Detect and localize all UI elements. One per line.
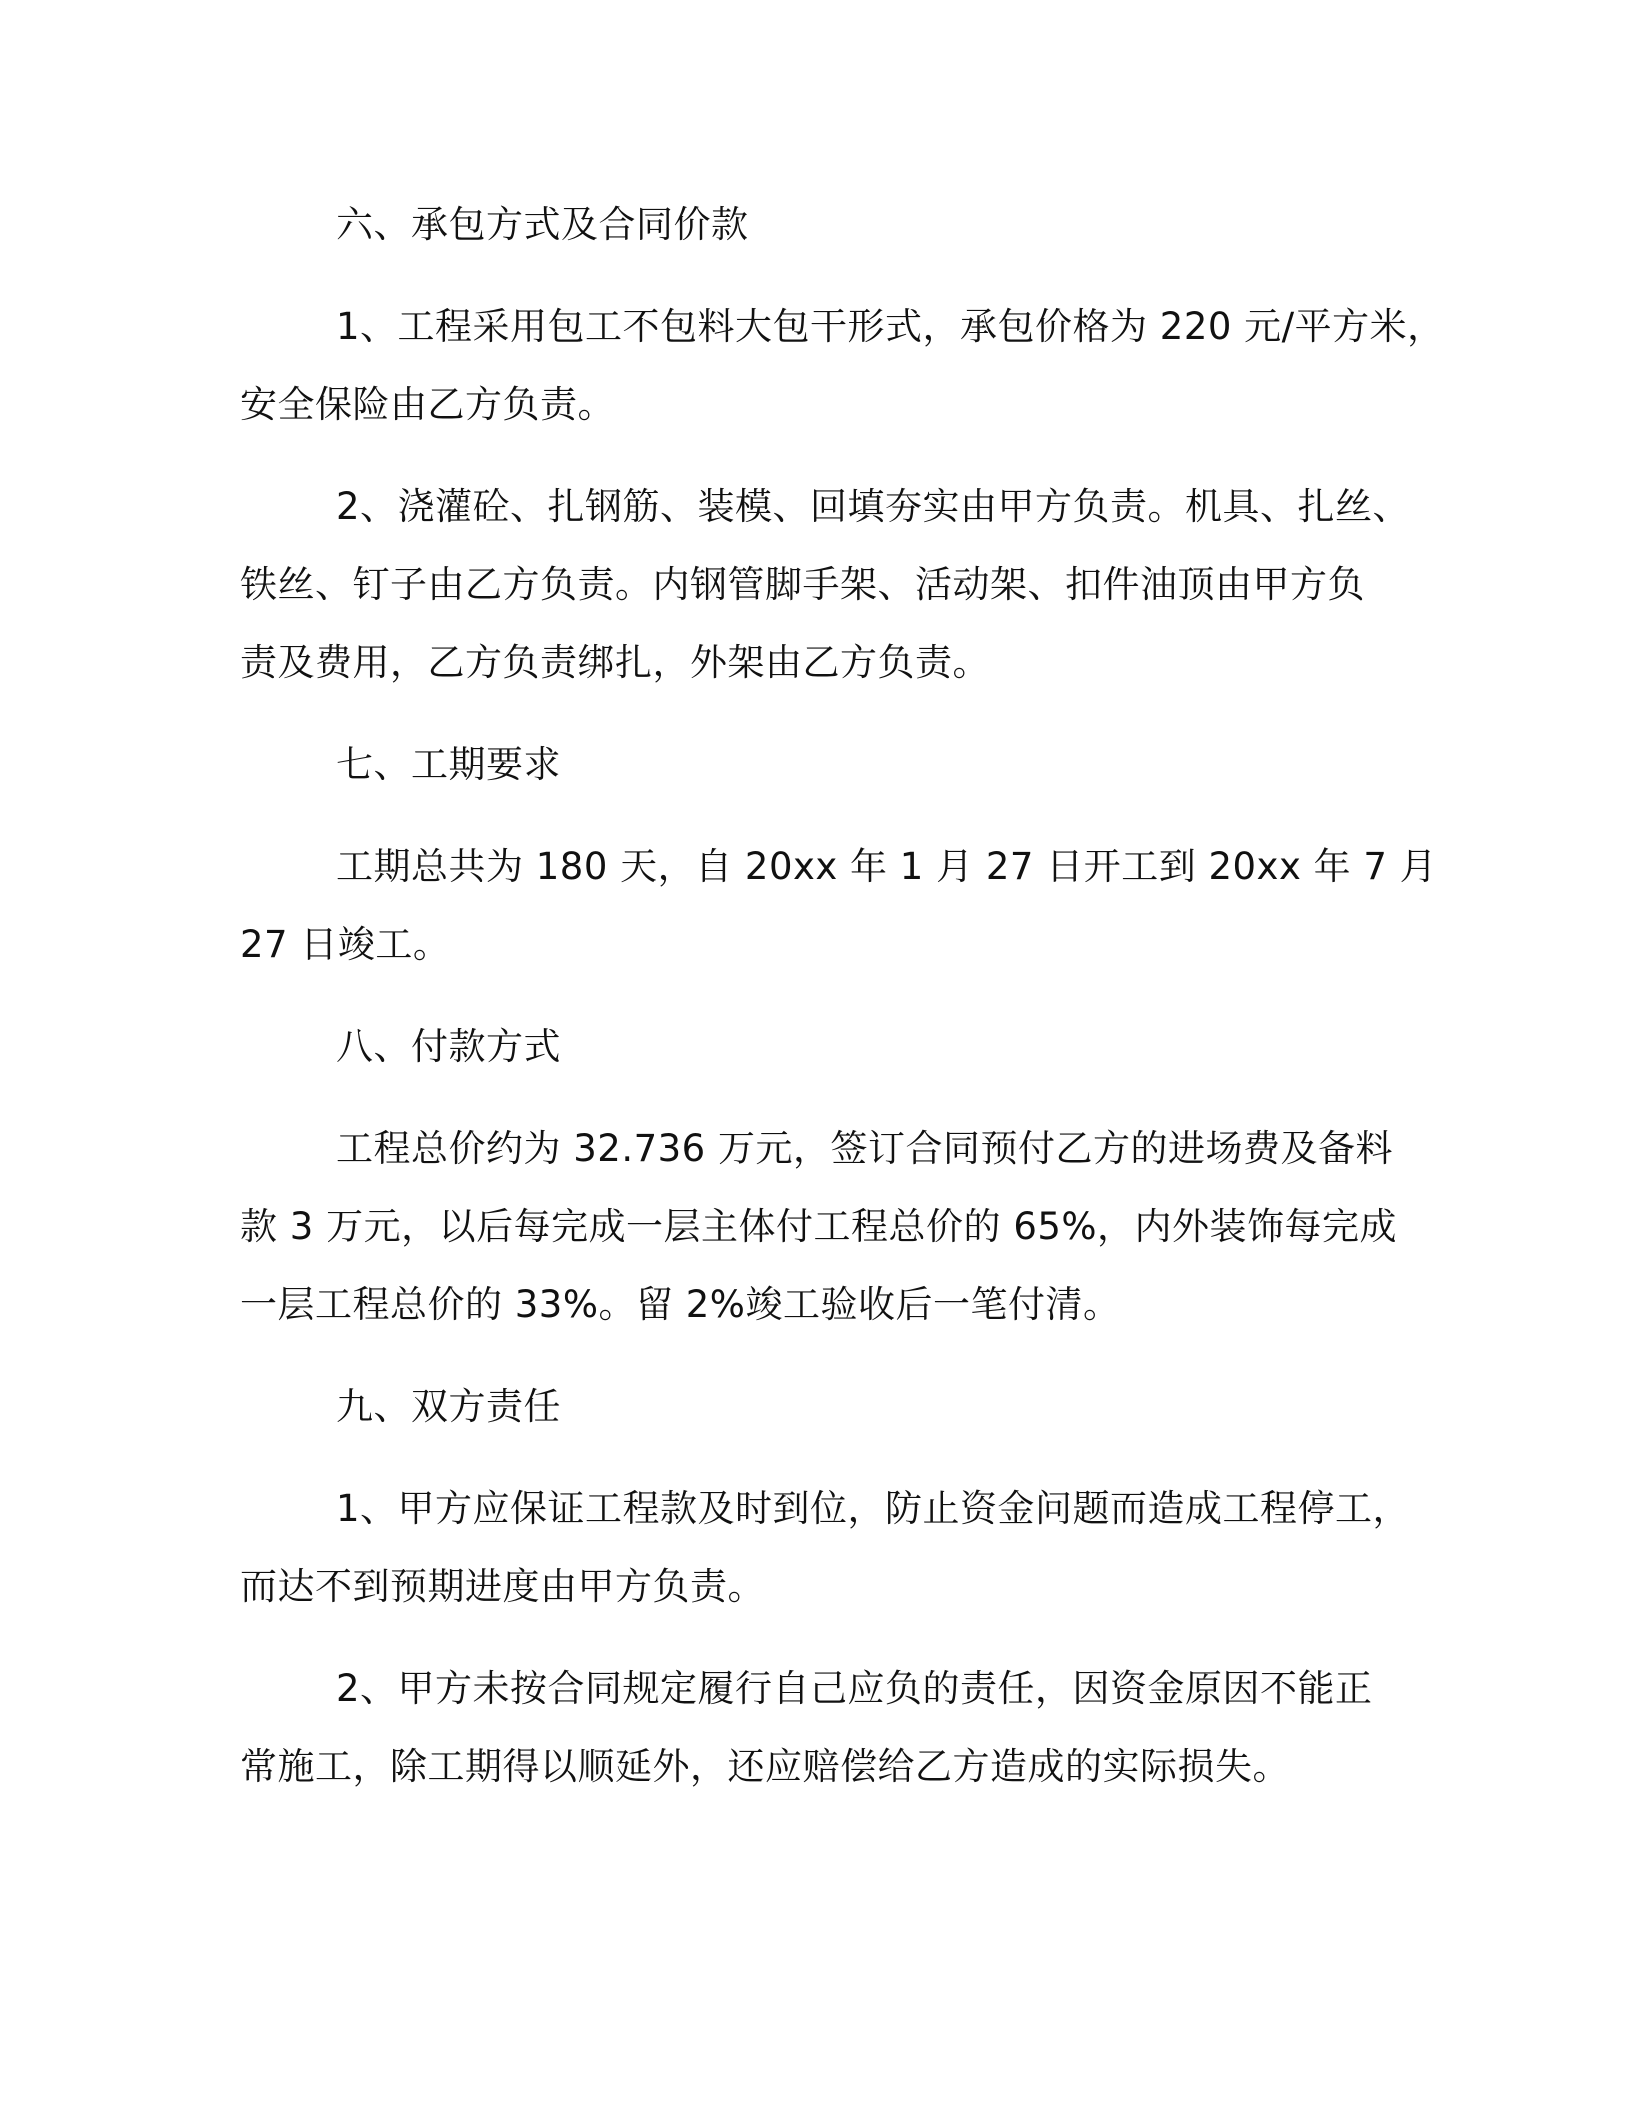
paragraph-line: 铁丝、钉子由乙方负责。内钢管脚手架、活动架、扣件油顶由甲方负: [240, 563, 1365, 606]
paragraph-gap: [240, 984, 1408, 1008]
paragraph-line: 工程总价约为 32.736 万元，签订合同预付乙方的进场费及备料: [336, 1127, 1393, 1170]
paragraph-gap: [240, 702, 1408, 726]
paragraph-line: 1、甲方应保证工程款及时到位，防止资金问题而造成工程停工，: [336, 1487, 1411, 1530]
paragraph-line: 一层工程总价的 33%。留 2%竣工验收后一笔付清。: [240, 1283, 1121, 1326]
paragraph-gap: [240, 1446, 1408, 1470]
paragraph-gap: [240, 264, 1408, 288]
paragraph-line: 工期总共为 180 天，自 20xx 年 1 月 27 日开工到 20xx 年 7 月: [336, 845, 1438, 888]
document-body: [240, 186, 1445, 1806]
section-heading-7: 七、工期要求: [336, 743, 561, 786]
section-heading-8: 八、付款方式: [336, 1025, 561, 1068]
paragraph-gap: [240, 444, 1408, 468]
paragraph-gap: [240, 1086, 1408, 1110]
section-heading-6: 六、承包方式及合同价款: [336, 203, 749, 246]
section-heading-9: 九、双方责任: [336, 1385, 561, 1428]
paragraph-line: 2、浇灌砼、扎钢筋、装模、回填夯实由甲方负责。机具、扎丝、: [336, 485, 1411, 528]
paragraph-line: 而达不到预期进度由甲方负责。: [240, 1565, 765, 1608]
paragraph-line: 27 日竣工。: [240, 923, 451, 966]
paragraph-gap: [240, 1626, 1408, 1650]
paragraph-line: 常施工，除工期得以顺延外，还应赔偿给乙方造成的实际损失。: [240, 1745, 1290, 1788]
paragraph-line: 责及费用，乙方负责绑扎，外架由乙方负责。: [240, 641, 990, 684]
paragraph-line: 款 3 万元，以后每完成一层主体付工程总价的 65%，内外装饰每完成: [240, 1205, 1398, 1248]
paragraph-line: 安全保险由乙方负责。: [240, 383, 615, 426]
paragraph-line: 1、工程采用包工不包料大包干形式，承包价格为 220 元/平方米，: [336, 305, 1445, 348]
paragraph-line: 2、甲方未按合同规定履行自己应负的责任，因资金原因不能正: [336, 1667, 1373, 1710]
paragraph-gap: [240, 1344, 1408, 1368]
paragraph-gap: [240, 804, 1408, 828]
